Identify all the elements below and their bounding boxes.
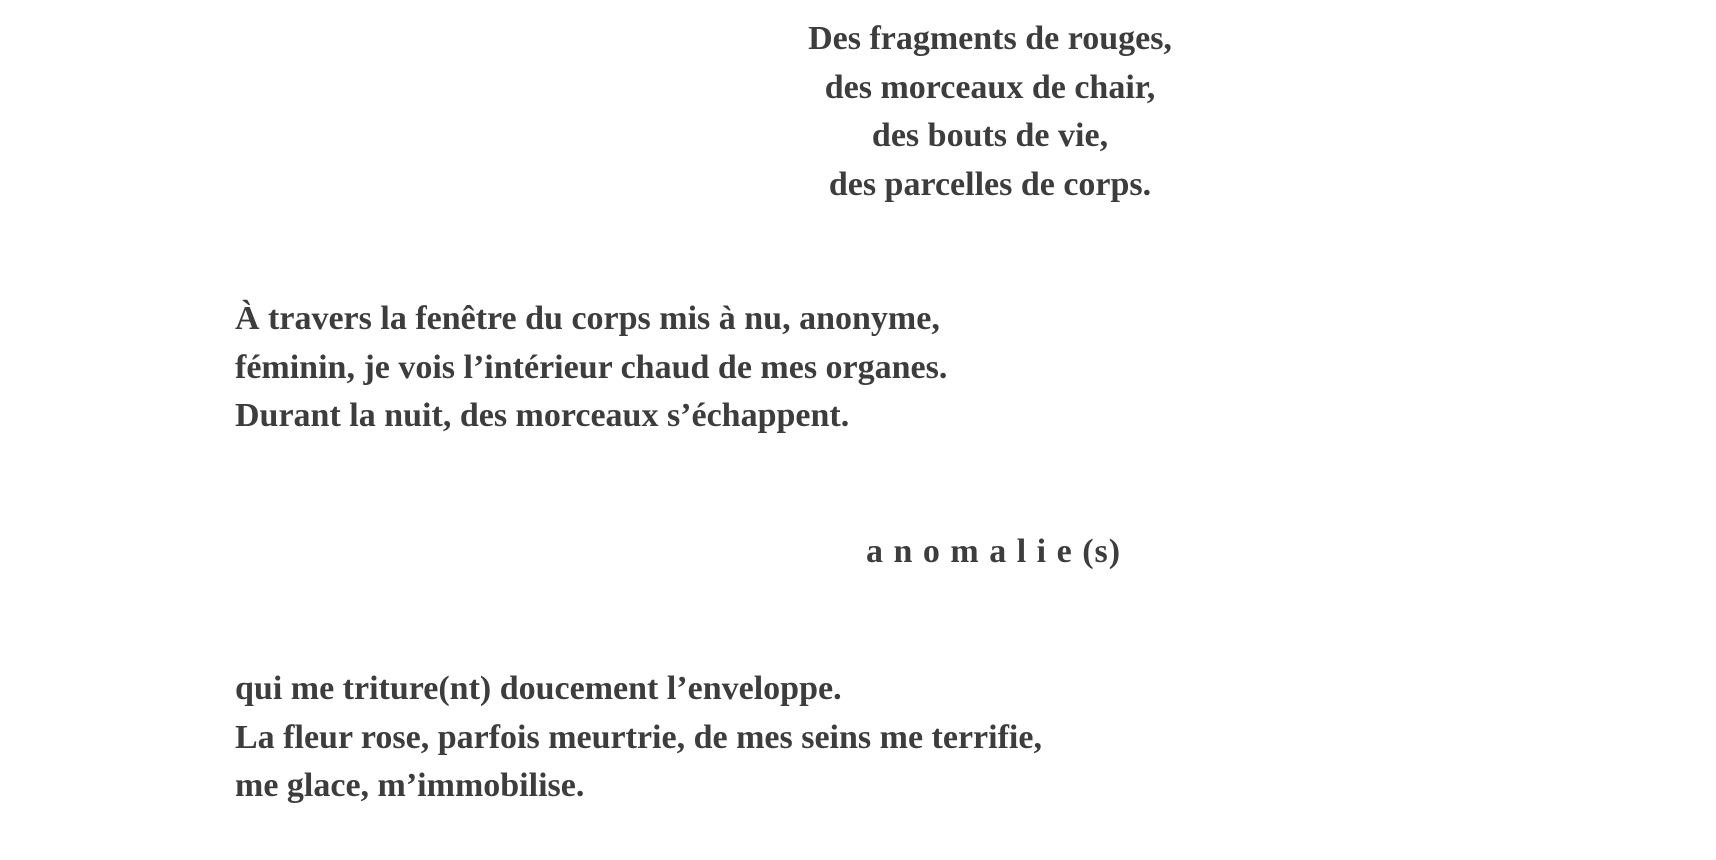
poem-line: Des fragments de rouges,: [808, 20, 1172, 57]
poem-line: féminin, je vois l’intérieur chaud de mes organes.: [235, 348, 948, 386]
poem-line: La fleur rose, parfois meurtrie, de mes seins me terrifie,: [235, 718, 1042, 756]
poem-line: Durant la nuit, des morceaux s’échappent.: [235, 397, 850, 434]
stanza-window: [235, 295, 947, 441]
stanza-envelope: [235, 665, 1042, 811]
poem-line: des bouts de vie,: [871, 117, 1109, 154]
poem-line: qui me triture(nt) doucement l’enveloppe.: [235, 670, 842, 707]
poem-line: me glace, m’immobilise.: [235, 767, 585, 804]
stanza-centered: [790, 15, 1190, 209]
spaced-word-anomalies: a n o m a l i e (s): [866, 533, 1122, 570]
poem-line: des parcelles de corps.: [828, 165, 1152, 203]
poem-line: des morceaux de chair,: [824, 68, 1156, 106]
poem-line: À travers la fenêtre du corps mis à nu, anonyme,: [235, 300, 940, 337]
